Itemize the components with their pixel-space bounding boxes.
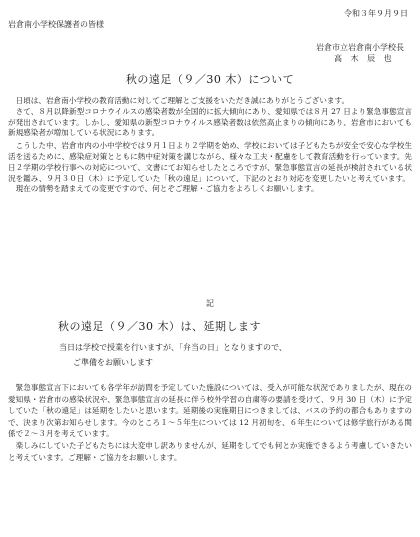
postponed-heading: 秋の遠足（９／30 木）は、延期します <box>58 320 261 333</box>
letter-title: 秋の遠足（９／30 木）について <box>125 73 295 86</box>
sender-block <box>316 42 404 64</box>
letter-date: 令和３年９月９日 <box>344 9 408 18</box>
notice-line: 当日は学校で授業を行いますが、「弁当の日」となりますので、 <box>59 343 287 352</box>
ki-marker: 記 <box>206 299 214 308</box>
letter-body <box>8 96 412 195</box>
sender-name: 高 木 辰 也 <box>334 54 395 63</box>
details-paragraph: 緊急事態宣言下においても各学年が訪問を予定していた施設については、受入が可能な状況でありましたが、現在の愛知県・岩倉市の感染状況や、緊急事態宣言の延長に伴う校外学習の自粛等の要請を受けて、９月 30 日（木）に予定していた「秋の遠足」は延期をしたいと思います。延期後の実施期日につきましては、バスの予約の都合もありますので、決まり次第お知らせします。今のところ１～５年生については 12 月初旬を、６年生については修学旅行がある関係で２～３月を考えています。 <box>8 383 412 439</box>
details-paragraph: 楽しみにしていた子どもたちには大変申し訳ありませんが、延期をしてでも何とか実施できるよう考慮していきたいと考えています。ご理解・ご協力をお願いします。 <box>8 440 412 462</box>
body-paragraph: さて、８月以降新型コロナウイルスの感染者数が全国的に拡大傾向にあり、愛知県では８月 27 日より緊急事態宣言が発出されています。しかし、愛知県の新型コロナウイルス感染者数は依然高止まりの傾向にあり、岩倉市においても新規感染者が増加している状況にあります。 <box>8 106 412 138</box>
body-paragraph: 現在の情勢を踏まえての変更ですので、何とぞご理解・ご協力をよろしくお願いします。 <box>15 184 319 194</box>
body-paragraph: 日頃は、岩倉南小学校の教育活動に対してご理解とご支援をいただき誠にありがとうございます。 <box>15 96 350 105</box>
lunch-notice <box>59 341 287 370</box>
postponement-details <box>8 382 412 463</box>
sender-organization: 岩倉市立岩倉南小学校長 <box>316 43 404 52</box>
notice-line: ご準備をお願いします <box>73 357 153 367</box>
body-paragraph: こうした中、岩倉市内の小中学校では９月１日より２学期を始め、学校においては子どもたちが安全で安心な学校生活を送るために、感染症対策とともに熱中症対策を講じながら、様々な工夫・配慮をして教育活動を行っています。先日２学期の学校行事への対応について、文書にてお知らせしたところですが、緊急事態宣言の延長が検討されている状況を鑑み、９月３０日（木）に予定していた「秋の遠足」について、下記のとおり対応を変更したいと考えています。 <box>8 141 412 183</box>
addressee: 岩倉南小学校保護者の皆様 <box>8 20 104 29</box>
